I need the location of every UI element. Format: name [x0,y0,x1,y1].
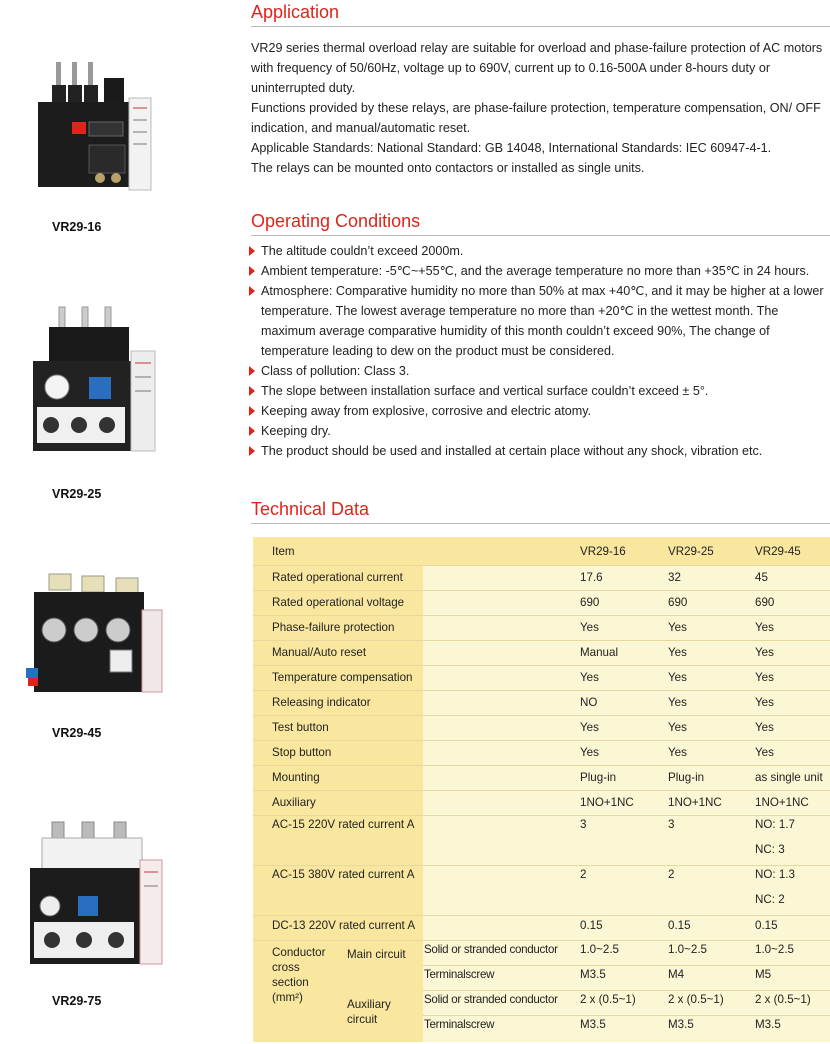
table-row-divider [423,990,830,991]
table-row-label: Rated operational voltage [272,596,405,609]
table-cell: M3.5 [668,1018,694,1031]
table-header-band [253,537,830,565]
application-text [251,38,830,178]
table-row-divider [253,615,830,616]
product-caption: VR29-45 [52,726,102,740]
application-paragraph: The relays can be mounted onto contactors or installed as single units. [251,161,645,175]
table-row-divider [253,815,830,816]
table-row-label: AC-15 380V rated current A [272,868,415,881]
table-cell: NC: 2 [755,893,785,906]
section-divider [251,523,830,524]
table-cell: 1.0~2.5 [755,943,795,956]
list-item-text: Ambient temperature: -5℃~+55℃, and the average temperature no more than +35℃ in 24 hours. [261,264,810,278]
bullet-icon [249,366,255,376]
auxiliary-circuit-label: Auxiliary [347,998,391,1011]
list-item-text: The product should be used and installed at certain place without any shock, vibration etc. [261,444,763,458]
table-cell: 2 x (0.5~1) [580,993,636,1006]
section-divider [251,235,830,236]
table-row-divider [253,765,830,766]
table-cell: 690 [755,596,775,609]
table-cell: M5 [755,968,772,981]
application-paragraph: VR29 series thermal overload relay are suitable for overload and phase-failure protection of AC motors with frequency of 50/60Hz, voltage up to 690V, current up to 0.16-500A under 8-hours duty or uninterrupted duty. [251,41,823,95]
table-cell: 32 [668,571,681,584]
table-cell: 45 [755,571,768,584]
bullet-icon [249,386,255,396]
table-cell: Yes [580,746,599,759]
table-cell: 3 [580,818,587,831]
table-cell: 0.15 [755,919,778,932]
list-item-text: The slope between installation surface and vertical surface couldn’t exceed ± 5°. [261,384,709,398]
table-cell: Yes [580,621,599,634]
application-paragraph: Functions provided by these relays, are phase-failure protection, temperature compensation, ON/ OFF indication, and manual/automatic reset. [251,101,821,135]
table-cell: 1.0~2.5 [580,943,620,956]
conductor-label: cross [272,961,300,974]
table-cell: Plug-in [580,771,617,784]
table-row-divider [423,965,830,966]
conductor-type: Terminalscrew [424,968,495,981]
table-cell: Yes [755,671,774,684]
vr29-25-product-image [12,305,172,455]
table-cell: 690 [668,596,688,609]
list-item [249,281,830,361]
table-cell: Yes [668,646,687,659]
table-cell: Yes [755,646,774,659]
list-item [249,401,830,421]
table-row-divider [253,640,830,641]
section-divider [251,26,830,27]
table-row-label: Auxiliary [272,796,316,809]
product-caption: VR29-16 [52,220,102,234]
conductor-type: Solid or stranded conductor [424,993,558,1006]
conductor-label: Conductor [272,946,326,959]
technical-data-table [253,537,830,1042]
table-header-model: VR29-25 [668,545,714,558]
table-cell: 2 x (0.5~1) [755,993,811,1006]
conductor-type: Solid or stranded conductor [424,943,558,956]
table-cell: Yes [668,696,687,709]
table-row-label: Stop button [272,746,332,759]
bullet-icon [249,426,255,436]
table-cell: Manual [580,646,619,659]
table-cell: 2 [668,868,675,881]
list-item-text: Keeping away from explosive, corrosive and electric atomy. [261,404,592,418]
list-item [249,261,830,281]
table-cell: NO [580,696,598,709]
table-row-divider [423,1015,830,1016]
table-row-divider [253,790,830,791]
table-cell: Yes [668,746,687,759]
table-cell: as single unit [755,771,823,784]
table-cell: Yes [755,721,774,734]
table-cell: 17.6 [580,571,603,584]
table-row-label: Temperature compensation [272,671,413,684]
conductor-label: section [272,976,309,989]
table-row-divider [253,715,830,716]
list-item-text: Class of pollution: Class 3. [261,364,410,378]
table-cell: M4 [668,968,685,981]
vr29-16-product-image [14,60,174,195]
table-cell: 1NO+1NC [580,796,634,809]
table-cell: 2 [580,868,587,881]
operating-conditions-list [249,241,830,461]
table-cell: 2 x (0.5~1) [668,993,724,1006]
table-row-label: Rated operational current [272,571,403,584]
list-item [249,361,830,381]
table-cell: 0.15 [580,919,603,932]
table-cell: Yes [755,746,774,759]
conductor-label: (mm²) [272,991,303,1004]
list-item-text: Atmosphere: Comparative humidity no more than 50% at max +40℃, and it may be higher at a lower temperature. The lowest average temperature no more than +20℃ in the wettest month. The maximum average comparative humidity of this month couldn’t exceed 90%, The change of temperature leading to dew on the product must be considered. [261,284,824,358]
table-header-item: Item [272,545,295,558]
table-row-label: Phase-failure protection [272,621,395,634]
table-row-divider [253,940,830,941]
table-row-divider [253,915,830,916]
table-row-label: Mounting [272,771,320,784]
table-row-divider [253,740,830,741]
table-row-label: DC-13 220V rated current A [272,919,416,932]
table-cell: Yes [668,671,687,684]
product-caption: VR29-75 [52,994,102,1008]
list-item [249,441,830,461]
main-circuit-label: Main circuit [347,948,406,961]
bullet-icon [249,406,255,416]
application-paragraph: Applicable Standards: National Standard: GB 14048, International Standards: IEC 60947-4-1. [251,141,772,155]
table-row-label: Test button [272,721,329,734]
table-cell: 1NO+1NC [755,796,809,809]
table-row-divider [253,590,830,591]
list-item-text: The altitude couldn’t exceed 2000m. [261,244,464,258]
table-cell: NO: 1.7 [755,818,795,831]
table-cell: Yes [580,671,599,684]
list-item [249,381,830,401]
table-cell: M3.5 [755,1018,781,1031]
vr29-45-product-image [14,570,174,700]
table-row-label: AC-15 220V rated current A [272,818,415,831]
list-item-text: Keeping dry. [261,424,331,438]
table-cell: Yes [668,721,687,734]
bullet-icon [249,446,255,456]
product-caption: VR29-25 [52,487,102,501]
table-row-divider [253,690,830,691]
table-cell: NC: 3 [755,843,785,856]
list-item [249,241,830,261]
table-cell: Yes [580,721,599,734]
bullet-icon [249,286,255,296]
table-cell: M3.5 [580,1018,606,1031]
conductor-type: Terminalscrew [424,1018,495,1031]
table-row-label: Releasing indicator [272,696,371,709]
table-cell: 1.0~2.5 [668,943,708,956]
table-cell: Yes [755,621,774,634]
technical-data-heading: Technical Data [251,499,370,519]
auxiliary-circuit-label: circuit [347,1013,378,1026]
bullet-icon [249,266,255,276]
list-item [249,421,830,441]
table-row-divider [253,565,830,566]
table-cell: Yes [755,696,774,709]
table-cell: 3 [668,818,675,831]
table-row-label: Manual/Auto reset [272,646,367,659]
table-header-model: VR29-45 [755,545,801,558]
table-cell: 1NO+1NC [668,796,722,809]
table-cell: M3.5 [580,968,606,981]
table-cell: Plug-in [668,771,705,784]
table-row-divider [253,665,830,666]
application-heading: Application [251,2,340,22]
table-cell: 690 [580,596,600,609]
table-header-model: VR29-16 [580,545,626,558]
bullet-icon [249,246,255,256]
table-cell: Yes [668,621,687,634]
operating-conditions-heading: Operating Conditions [251,211,421,231]
table-cell: 0.15 [668,919,691,932]
table-row-divider [253,865,830,866]
table-cell: NO: 1.3 [755,868,795,881]
vr29-75-product-image [14,820,174,970]
